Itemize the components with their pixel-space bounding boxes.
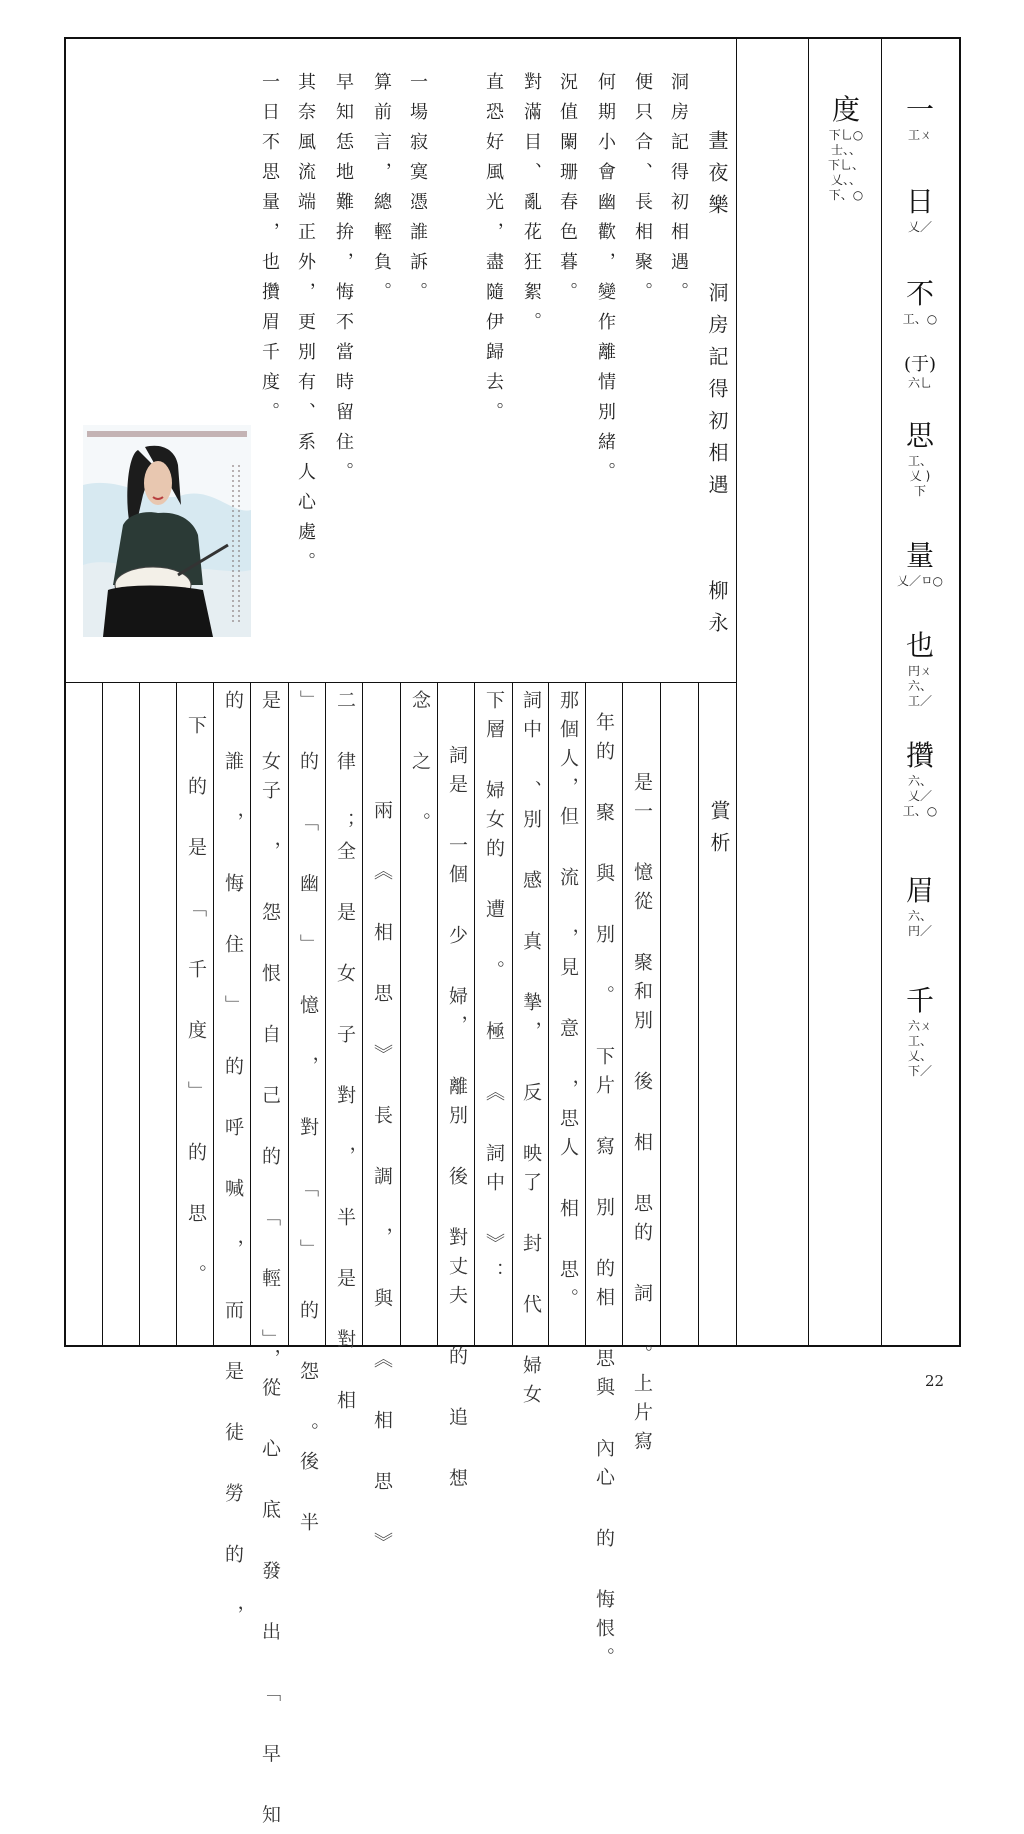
poem-line: 便只合、長相聚。 <box>632 72 653 312</box>
appreciation-line: 念 之 。 <box>409 690 431 841</box>
notation-marks: 工ㄨ <box>907 128 932 142</box>
notation-marks: 工、 乂 ) 下 <box>907 454 932 498</box>
appreciation-line: 年的 聚 與 別 。 下片 寫 別 的相 思與 內心 的 悔恨。 <box>593 712 615 1676</box>
appreciation-line: 是 女子 ， 怨 恨 自 己 的 「 輕 」，從 心 底 發 出 「 早 知 <box>259 690 281 1834</box>
notation-entry <box>885 869 955 939</box>
poem-line: 洞房記得初相遇。 <box>668 72 689 312</box>
notation-character: 攢 <box>905 739 934 772</box>
notation-marks: 工、○ <box>902 312 938 326</box>
notation-entry <box>885 272 955 327</box>
notation-entry <box>813 88 879 203</box>
poem-line: 何期小會幽歡，變作離情別緒。 <box>595 72 616 492</box>
poem-line: 算前言，總輕負。 <box>371 72 392 312</box>
appreciation-line: 兩 《 相 思 》 長 調 ， 與 《 相 思 》 <box>371 800 393 1561</box>
notation-character: 日 <box>905 185 934 218</box>
notation-marks: 乂／ㅁ○ <box>896 574 944 588</box>
notation-entry <box>885 534 955 589</box>
page-number: 22 <box>925 1372 945 1390</box>
notation-character: 思 <box>905 419 934 452</box>
notation-character: 一 <box>905 93 934 126</box>
notation-entry <box>885 734 955 819</box>
poem-tune-title: 晝夜樂 <box>705 130 729 226</box>
appreciation-line: 下 的 是 「 千 度 」 的 思 。 <box>185 715 207 1293</box>
appreciation-line: 詞中 、別 感 真 摯， 反 映了 封 代 婦女 <box>520 690 542 1413</box>
notation-marks: 六、 円／ <box>907 909 932 938</box>
appreciation-line: 那個人，但 流 ，見 意 ，思人 相 思。 <box>557 690 579 1317</box>
poem-line: 一日不思量，也攢眉千度。 <box>259 72 280 432</box>
notation-character: 也 <box>905 629 934 662</box>
poem-author: 柳永 <box>705 580 729 644</box>
poem-line: 早知恁地難拚，悔不當時留住。 <box>333 72 354 492</box>
notation-character: 度 <box>831 93 860 126</box>
notation-entry <box>885 88 955 143</box>
notation-marks: 円ㄨ 六、 工／ <box>907 664 932 708</box>
notation-entry <box>885 624 955 709</box>
poem-line: 況值闌珊春色暮。 <box>557 72 578 312</box>
notation-marks: 六ㄨ 工、 乂、 下／ <box>907 1019 932 1078</box>
notation-marks: 六、 乂／ 工、○ <box>902 774 938 818</box>
poem-line: 其奈風流端正外，更別有、系人心處。 <box>295 72 316 582</box>
notation-character: 眉 <box>905 874 934 907</box>
appreciation-line: 是一 憶從 聚和別 後 相 思的 詞 。上片寫 <box>631 772 653 1460</box>
divider-notation-right <box>881 37 882 1347</box>
woman-playing-pipa-painting <box>83 425 251 637</box>
poem-line: 一場寂寞憑誰訴。 <box>407 72 428 312</box>
notation-entry <box>885 414 955 499</box>
notation-marks: 乂／ <box>907 220 932 234</box>
divider-notation-left <box>808 37 809 1347</box>
divider-main-right <box>736 37 737 1347</box>
poem-line: 直恐好風光，盡隨伊歸去。 <box>483 72 504 432</box>
notation-character: 量 <box>905 539 934 572</box>
appreciation-line: 」 的 「 幽 」 憶 ， 對 「 」 的 怨 。後 半 <box>297 690 319 1541</box>
notation-entry <box>885 350 955 391</box>
appreciation-line: 詞是 一個 少 婦， 離別 後 對丈夫 的 追 想 <box>446 745 468 1497</box>
notation-entry <box>885 180 955 235</box>
poem-line: 對滿目、亂花狂絮。 <box>521 72 542 342</box>
notation-character: 千 <box>905 984 934 1017</box>
notation-character: (于) <box>903 354 937 375</box>
appreciation-line: 下層 婦女的 遭 。 極 《 詞中 》： <box>483 690 505 1291</box>
appreciation-heading: 賞析 <box>707 800 731 864</box>
painting-icon <box>83 425 251 637</box>
notation-marks: 六乚 <box>907 376 932 390</box>
notation-marks: 下乚○ 士、、 下乚、 乂、、 下、○ <box>827 128 864 202</box>
notation-entry <box>885 979 955 1079</box>
poem-first-line-title: 洞房記得初相遇 <box>705 282 729 506</box>
notation-character: 不 <box>905 277 934 310</box>
appreciation-line: 二 律 ；全 是 女 子 對 ， 半 是 對 相 <box>334 690 356 1419</box>
appreciation-line: 的 誰 ， 悔 住 」 的 呼 喊 ， 而 是 徒 勞 的 ， <box>222 690 244 1634</box>
